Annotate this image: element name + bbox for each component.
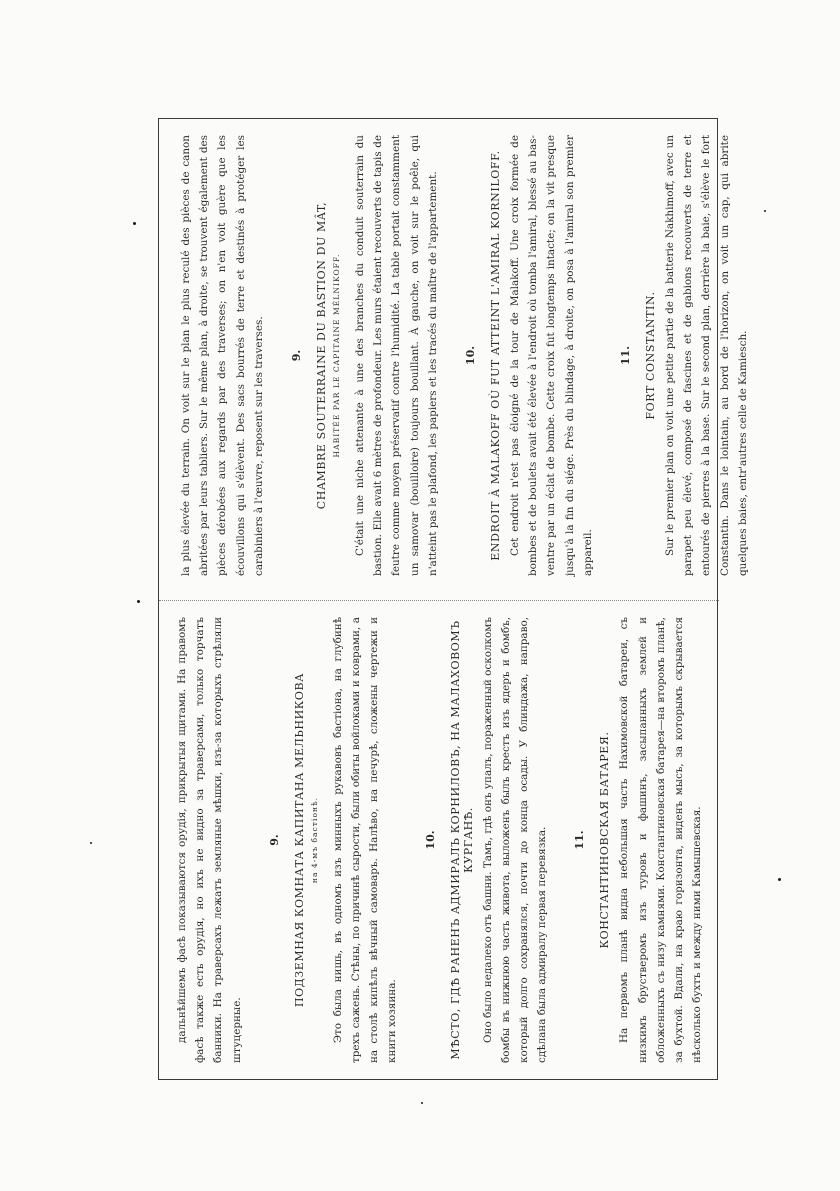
- fr-section-9-number: 9.: [290, 349, 304, 362]
- fr-intro-text: la plus élevée du terrain. On voit sur le plan le plus reculé des pièces de canon abritées par leurs tabliers. Sur le même plan, à droite, se trouvent également des pièces dérobées aux regards par des traverses; on n'en voit guère que les écouvillons qui s'élèvent. Des sacs bourrés de terre et destinés à protéger les carabiniers à l'œuvre, reposent sur les traverses.: [180, 135, 265, 576]
- ru-section-9-text: Это была нишь, въ одномъ изъ минныхъ рукавовъ бастіона, на глубинѣ трехъ сажень. Стѣны, по причинѣ сырости, были обиты войлоками и коврами, а на столѣ кипѣлъ вѣчный самоваръ. Налѣво, на печурѣ, сложены чертежи и книги хозяина.: [331, 617, 399, 1063]
- french-column: [159, 119, 749, 600]
- ru-section-9-number: 9.: [267, 834, 281, 846]
- scan-speck: [137, 600, 140, 603]
- fr-section-11-title: FORT CONSTANTIN.: [644, 291, 658, 420]
- fr-section-9-subtitle: HABITÉE PAR LE CAPITAINE MÉLNIKOFF.: [332, 253, 342, 458]
- russian-column: [159, 600, 719, 1081]
- fr-section-9-title: CHAMBRE SOUTERRAINE DU BASTION DU MÂT,: [315, 201, 329, 510]
- ru-section-11-text: На первомъ планѣ видна небольшая часть Нахимовской батареи, съ низкимъ брустверомъ изъ туровъ и фашинъ, засыпанныхъ землей и обложенныхъ съ низу камнями. Константиновская батарея—на второмъ планѣ, за бухтой. Вдали, на краю горизонта, виденъ мысъ, за которымъ скрывается нѣсколько бухтъ и между ними Камышевская.: [618, 617, 704, 1063]
- page-frame: [158, 118, 749, 1080]
- scan-speck: [90, 842, 92, 844]
- ru-section-10-text: Оно было недалеко отъ башни. Тамъ, гдѣ онъ упалъ, пораженный осколкомъ бомбы въ нижнюю часть живота, выложенъ былъ крестъ изъ ядеръ и бомбъ, который долго сохранялся, почти до конца осады. У блиндажа, направо, сдѣлана была адмиралу первая перевязка.: [481, 617, 549, 1063]
- ru-section-9-subtitle: на 4-мъ бастіонѣ.: [309, 796, 319, 884]
- fr-section-11-number: 11.: [619, 345, 633, 366]
- ru-section-10-number: 10.: [423, 830, 437, 850]
- scan-speck: [133, 222, 136, 225]
- scan-speck: [421, 1102, 423, 1104]
- ru-intro-text: дальнѣйшемъ фасѣ показываются орудія, прикрытыя щитами. На правомъ фасѣ также есть орудія, но ихъ не видно за траверсами, только торчатъ банники. На траверсахъ лежатъ земляные мѣшки, изъ-за которыхъ стрѣляли штуцерные.: [176, 617, 243, 1063]
- ru-section-9-title: ПОДЗЕМНАЯ КОМНАТА КАПИТАНА МЕЛЬНИКОВА: [292, 672, 306, 1008]
- ru-section-11-number: 11.: [573, 830, 587, 850]
- scan-speck: [764, 210, 766, 212]
- rotated-spread: [159, 119, 749, 1081]
- fr-section-10-title: ENDROIT À MALAKOFF OÙ FUT ATTEINT L'AMIRAL KORNILOFF.: [489, 150, 503, 561]
- fr-section-9-text: C'était une niche attenante à une des branches du conduit souterrain du bastion. Elle avait 6 mètres de profondeur. Les murs étaient recouverts de tapis de feutre comme moyen préservatif contre l'humidité. La table portait constamment un samovar (bouilloire) toujours bouillant. À gauche, on voit sur le poêle, qui n'atteint pas le plafond, les papiers et les tracés du maître de l'appartement.: [354, 135, 439, 576]
- fr-section-11-text: Sur le premier plan on voit une petite partie de la batterie Nakhimoff, avec un parapet peu élevé, composé de fascines et de gabions recouverts de terre et entourés de pierres à la base. Sur le second plan, derrière la baie, s'élève le fort Constantin. Dans le lointain, au bord de l'horizon, on voit un cap, qui abrite quelques baies, entr'autres celle de Kamiesch.: [664, 135, 749, 576]
- scan-speck: [778, 878, 781, 881]
- fr-section-10-number: 10.: [464, 345, 478, 366]
- ru-section-11-title: КОНСТАНТИНОВСКАЯ БАТАРЕЯ.: [598, 731, 612, 949]
- fr-section-10-text: Cet endroit n'est pas éloigné de la tour de Malakoff. Une croix formée de bombes et de boulets avait été élevée à l'endroit où tomba l'amiral, blessé au bas-ventre par un éclat de bombe. Cette croix fut longtemps intacte; on la vit presque jusqu'à la fin du siége. Près du blindage, à droite, on posa à l'amiral son premier appareil.: [509, 135, 594, 576]
- ru-section-10-title: МѢСТО, ГДѢ РАНЕНЪ АДМИРАЛЪ КОРНИЛОВЪ, НА МАЛАХОВОМЪ КУРГАНѢ.: [448, 620, 475, 1060]
